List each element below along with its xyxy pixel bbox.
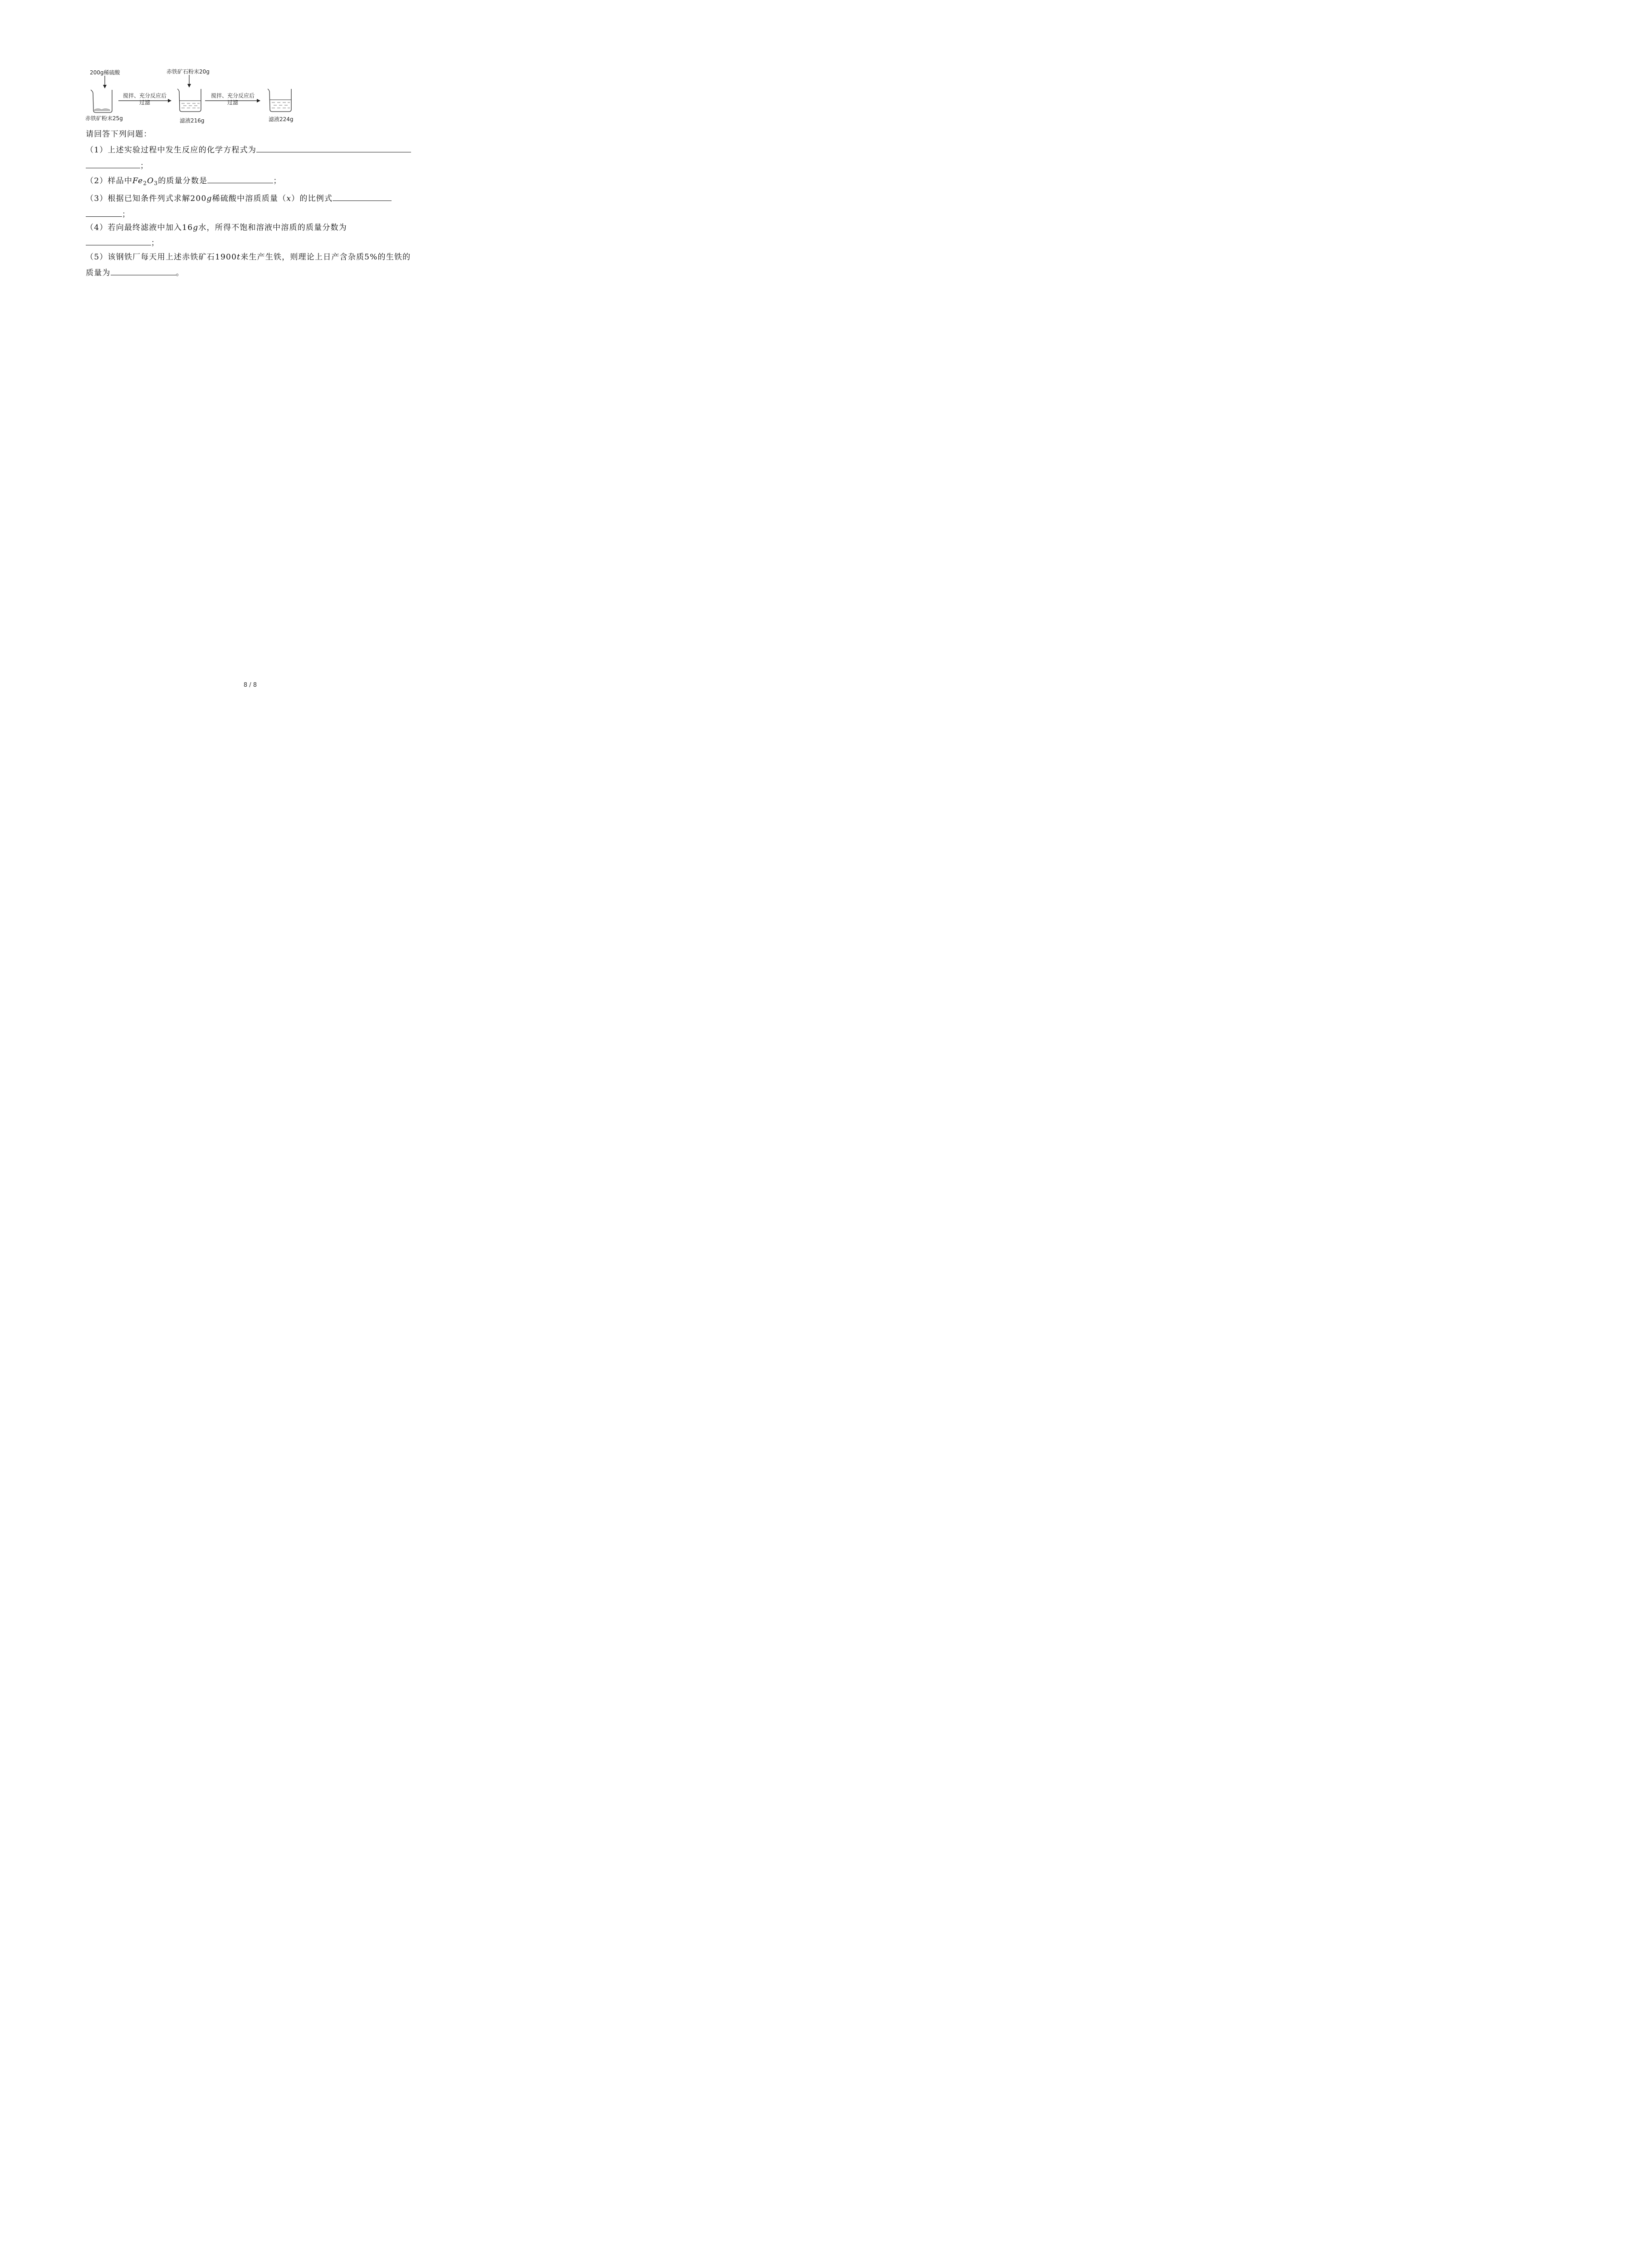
question-5-end: 。 — [176, 269, 184, 278]
answer-blank-4[interactable] — [86, 244, 151, 245]
question-4-unit: g — [193, 223, 199, 232]
acid-arrow-head — [103, 85, 107, 88]
question-3-pre: （3）根据已知条件列式求解200 — [86, 194, 207, 203]
question-1-cont — [86, 159, 148, 171]
answer-blank-3a[interactable] — [333, 200, 392, 201]
beaker-1 — [91, 90, 112, 112]
question-4-end: ； — [151, 239, 160, 248]
intro-line: 请回答下列问题： — [86, 130, 152, 139]
answer-blank-1b[interactable] — [86, 167, 140, 168]
question-2-pre: （2）样品中 — [86, 176, 133, 186]
question-1 — [86, 143, 411, 155]
beaker-1-label: 赤铁矿粉末25g — [85, 115, 123, 122]
beaker-2-label: 滤液216g — [180, 117, 205, 124]
question-1-end: ； — [140, 161, 149, 171]
step-2-line-2: 过滤 — [227, 99, 238, 106]
ore-top-label: 赤铁矿石粉末20g — [167, 68, 210, 75]
step-2-label — [203, 93, 262, 106]
question-1-text: （1）上述实验过程中发生反应的化学方程式为 — [86, 146, 257, 155]
liquid-hatching-2 — [181, 103, 200, 108]
question-3-unit: g — [206, 194, 212, 203]
question-4-post: 水，所得不饱和溶液中溶质的质量分数为 — [198, 223, 347, 232]
formula-sub-3: 3 — [154, 180, 158, 186]
beaker-3-label: 滤液224g — [269, 116, 294, 122]
formula-fe: Fe — [132, 176, 143, 186]
question-3-post: ）的比例式 — [291, 194, 333, 203]
page-number: 8 / 8 — [243, 682, 257, 689]
question-3-end: ； — [122, 210, 131, 219]
document-page — [0, 0, 500, 708]
question-5-line-2: 质量为 — [86, 269, 111, 278]
step-2-line-1: 搅拌、充分反应后 — [211, 93, 255, 99]
question-3 — [86, 192, 392, 203]
question-5 — [86, 250, 411, 262]
step-1-line-2: 过滤 — [139, 99, 150, 106]
answer-blank-3b[interactable] — [86, 216, 122, 217]
experiment-diagram — [84, 66, 298, 125]
question-5-pre: （5）该钢铁厂每天用上述赤铁矿石1900 — [86, 253, 237, 262]
question-5-cont — [86, 266, 184, 278]
step-1-line-1: 搅拌、充分反应后 — [122, 93, 167, 99]
question-4-pre: （4）若向最终滤液中加入16 — [86, 223, 193, 232]
question-4-cont — [86, 236, 159, 248]
step-1-label — [115, 93, 174, 106]
question-2-end: ； — [273, 176, 282, 186]
beaker-2 — [177, 89, 201, 112]
question-3-cont — [86, 208, 130, 219]
liquid-hatching-3 — [272, 103, 290, 108]
acid-label: 200g稀硫酸 — [90, 69, 120, 76]
formula-o: O — [147, 176, 154, 186]
beaker-3 — [268, 89, 291, 112]
formula-sub-2: 2 — [143, 180, 147, 186]
answer-blank-2[interactable] — [207, 182, 273, 183]
question-5-unit: t — [237, 253, 241, 262]
question-5-post: 来生产生铁，则理论上日产含杂质5%的生铁的 — [240, 253, 411, 262]
question-2-post: 的质量分数是 — [158, 176, 208, 186]
question-3-variable: x — [286, 194, 292, 203]
question-2 — [86, 174, 282, 186]
ore-powder — [94, 109, 110, 111]
ore-arrow-head — [187, 84, 191, 88]
answer-blank-5[interactable] — [111, 274, 176, 275]
question-3-mid: 稀硫酸中溶质质量（ — [212, 194, 287, 203]
question-4 — [86, 221, 347, 232]
